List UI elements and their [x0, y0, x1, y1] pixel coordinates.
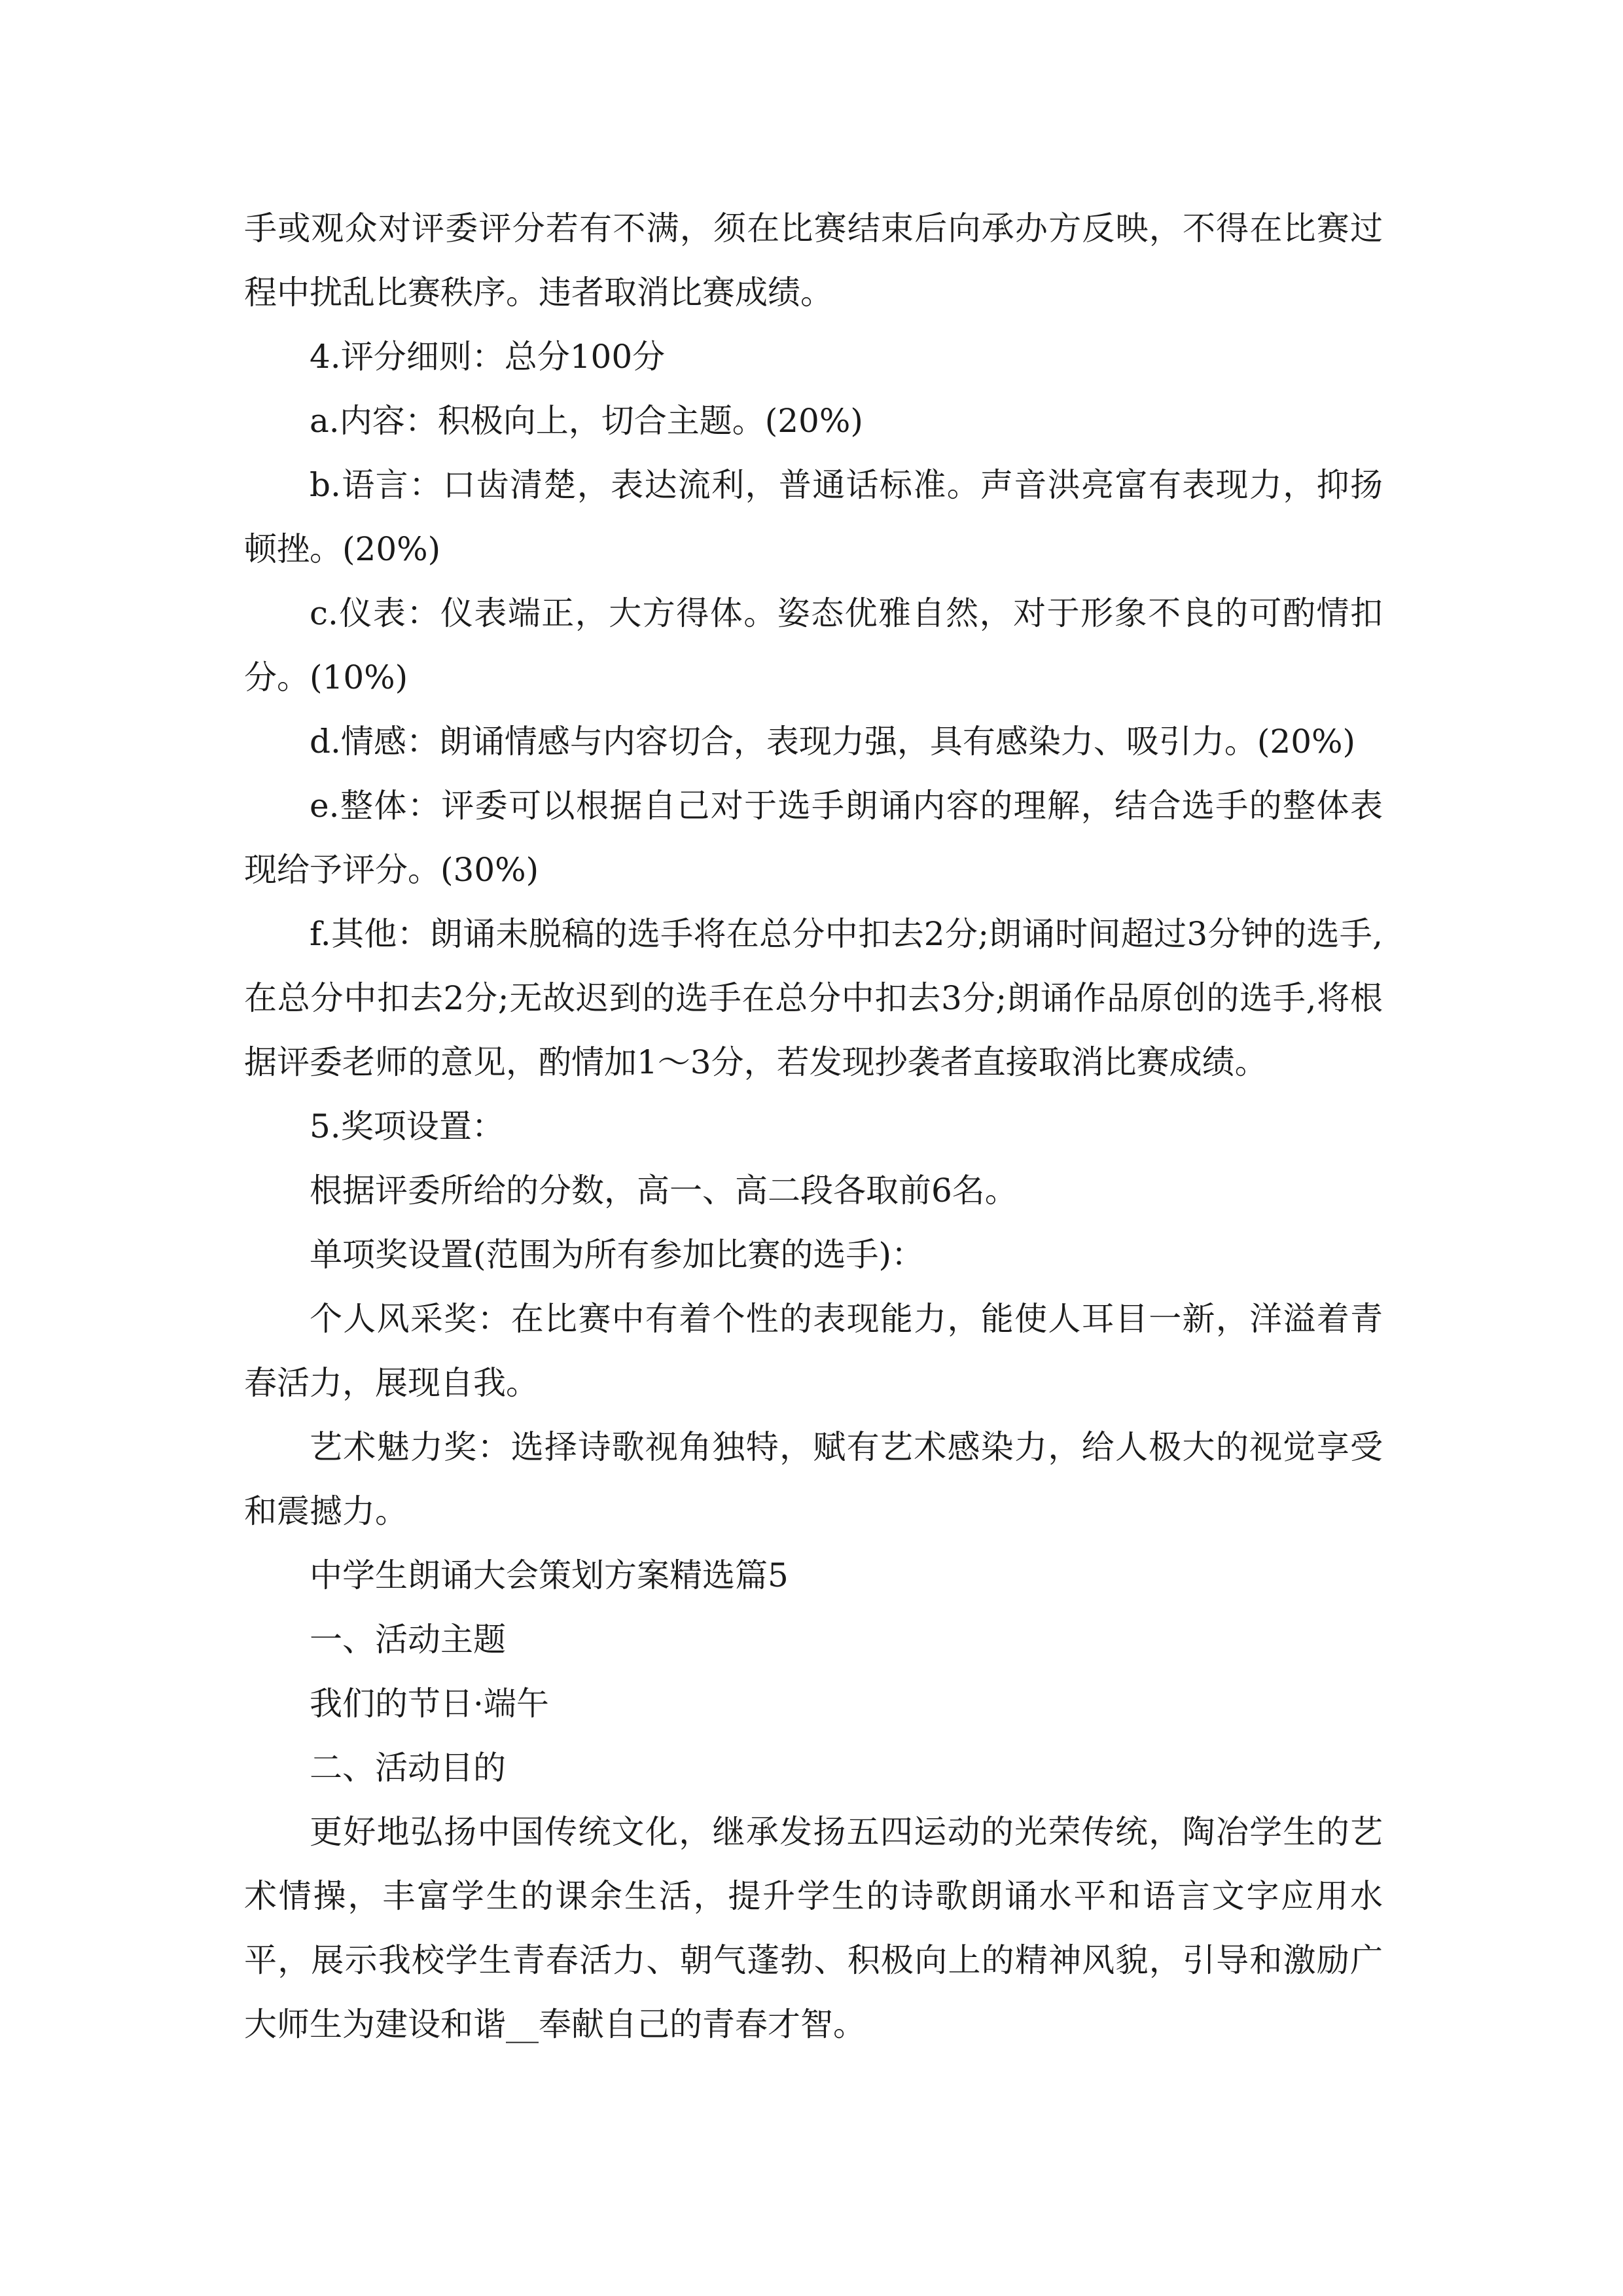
- paragraph-scoring-objection: 手或观众对评委评分若有不满，须在比赛结束后向承办方反映，不得在比赛过程中扰乱比赛秩序。违者取消比赛成绩。: [244, 209, 1383, 312]
- document-body: [244, 196, 1383, 2056]
- paragraph-scoring-rules-heading: 4.评分细则：总分100分: [310, 338, 666, 376]
- paragraph-award-personal-style: 个人风采奖：在比赛中有着个性的表现能力，能使人耳目一新，洋溢着青春活力，展现自我。: [244, 1300, 1383, 1402]
- paragraph-activity-purpose: 更好地弘扬中国传统文化，继承发扬五四运动的光荣传统，陶冶学生的艺术情操，丰富学生的课余生活，提升学生的诗歌朗诵水平和语言文字应用水平，展示我校学生青春活力、朝气蓬勃、积极向上的精神风貌，引导和激励广大师生为建设和谐__奉献自己的青春才智。: [244, 1813, 1383, 2043]
- paragraph-criterion-emotion: d.情感：朗诵情感与内容切合，表现力强，具有感染力、吸引力。(20%): [310, 723, 1356, 761]
- heading-activity-theme: 一、活动主题: [310, 1621, 506, 1659]
- paragraph-criterion-appearance: c.仪表：仪表端正，大方得体。姿态优雅自然，对于形象不良的可酌情扣分。(10%): [244, 594, 1383, 696]
- paragraph-criterion-overall: e.整体：评委可以根据自己对于选手朗诵内容的理解，结合选手的整体表现给予评分。(30%): [244, 787, 1383, 889]
- paragraph-award-artistic-charm: 艺术魅力奖：选择诗歌视角独特，赋有艺术感染力，给人极大的视觉享受和震撼力。: [244, 1428, 1383, 1530]
- heading-activity-purpose: 二、活动目的: [310, 1749, 506, 1787]
- section-title-plan-5: 中学生朗诵大会策划方案精选篇5: [310, 1556, 789, 1594]
- paragraph-criterion-language: b.语言：口齿清楚，表达流利，普通话标准。声音洪亮富有表现力，抑扬顿挫。(20%): [244, 466, 1383, 568]
- paragraph-criterion-content: a.内容：积极向上，切合主题。(20%): [310, 402, 863, 440]
- paragraph-criterion-other: f.其他：朗诵未脱稿的选手将在总分中扣去2分;朗诵时间超过3分钟的选手,在总分中扣去2分;无故迟到的选手在总分中扣去3分;朗诵作品原创的选手,将根据评委老师的意见，酌情加1～3分，若发现抄袭者直接取消比赛成绩。: [244, 915, 1383, 1081]
- paragraph-single-awards: 单项奖设置(范围为所有参加比赛的选手)：: [310, 1236, 925, 1274]
- paragraph-activity-theme: 我们的节日·端午: [310, 1685, 549, 1723]
- paragraph-awards-heading: 5.奖项设置：: [310, 1107, 505, 1145]
- paragraph-awards-ranking: 根据评委所给的分数，高一、高二段各取前6名。: [310, 1172, 1018, 1210]
